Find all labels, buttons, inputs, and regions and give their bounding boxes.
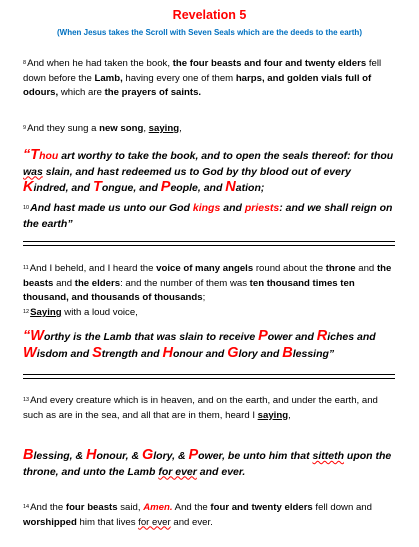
verse-9: $^9$And they sung a new song, saying,: [23, 123, 182, 134]
verse-number: 13: [23, 397, 30, 403]
verse-number: 12: [23, 309, 30, 315]
song-blessing-honour: Blessing, & Honour, & Glory, & Power, be unto him that sitteth upon the throne, and unto the Lamb for ever and ever.: [23, 447, 392, 478]
song-worthy-to-take-book: “Thou art worthy to take the book, and to open the seals thereof: for thou was slain, and hast redeemed us to God by thy blood out of every Kindred, and Tongue, and People, and Nation;: [23, 147, 394, 195]
page-subtitle: (When Jesus takes the Scroll with Seven Seals which are the deeds to the earth): [57, 28, 362, 37]
verse-13: $^{13}$And every creature which is in heaven, and on the earth, and under the earth, and such as are in the sea, and all that are in them, heard I saying,: [23, 395, 378, 421]
verse-8: $^8$And when he had taken the book, the four beasts and four and twenty elders fell down before the Lamb, having every one of them harps, and golden vials full of odours, which are the prayers of saints.: [23, 58, 382, 98]
page-title: Revelation 5: [172, 8, 247, 22]
verse-11: $^{11}$And I beheld, and I heard the voice of many angels round about the throne and the beasts and the elders: and the number of them was ten thousand times ten thousand, and thousands of thousands;: [23, 263, 392, 303]
verse-number: 10: [23, 205, 30, 211]
verse-number: 11: [23, 265, 29, 271]
section-divider: [23, 374, 395, 379]
verse-number: 9: [23, 125, 27, 131]
verse-number: 8: [23, 60, 27, 66]
verse-number: 14: [23, 504, 30, 510]
verse-10: 10And hast made us unto our God kings and priests: and we shall reign on the earth”: [23, 202, 393, 230]
verse-12: $^{12}$Saying with a loud voice,: [23, 307, 138, 318]
verse-14: $^{14}$And the four beasts said, Amen. And the four and twenty elders fell down and worshipped him that lives for ever and ever.: [23, 502, 372, 528]
section-divider: [23, 241, 395, 246]
song-worthy-is-the-lamb: “Worthy is the Lamb that was slain to receive Power and Riches and Wisdom and Strength and Honour and Glory and Blessing”: [23, 328, 376, 361]
